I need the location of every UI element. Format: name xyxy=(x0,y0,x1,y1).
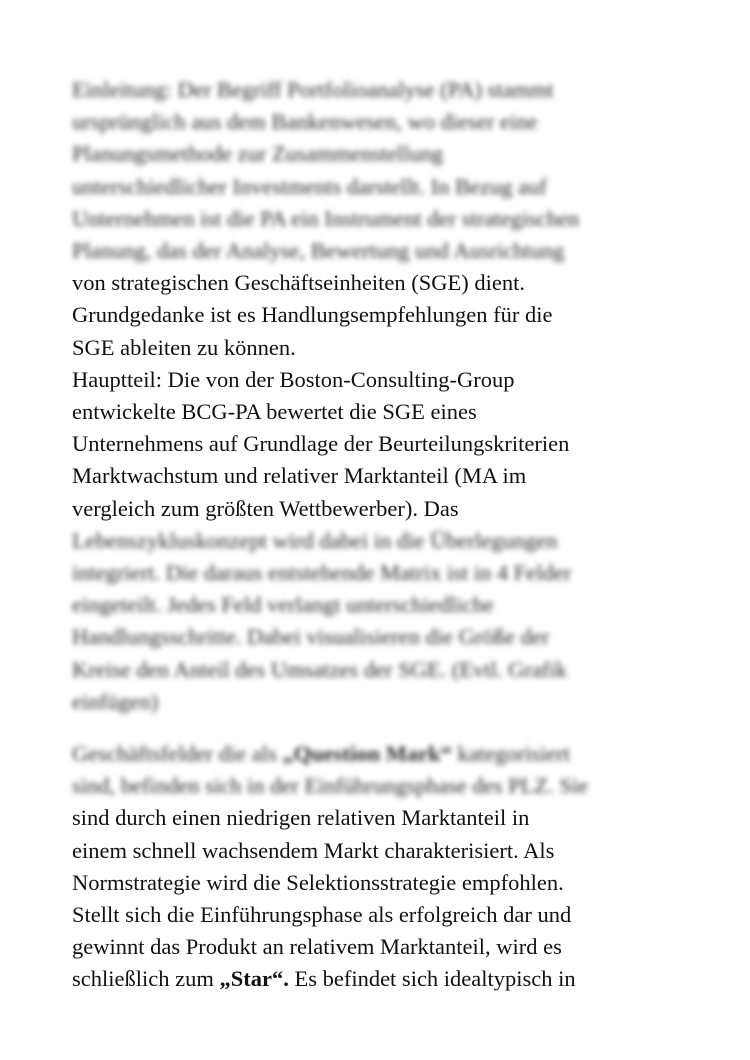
text-line: Hauptteil: Die von der Boston-Consulting-Group xyxy=(72,366,515,392)
text-line: Stellt sich die Einführungsphase als erfolgreich dar und xyxy=(72,902,572,928)
bold-term: „Question Mark“ xyxy=(282,741,452,767)
bold-term: „Star“. xyxy=(219,966,289,992)
document-page xyxy=(72,74,682,996)
text-line: SGE ableiten zu können. xyxy=(72,334,296,360)
text-segment: Geschäftsfelder die als xyxy=(72,741,283,767)
text-line: unterschiedlicher Investments darstellt. In Bezug auf xyxy=(72,173,547,199)
text-line: gewinnt das Produkt an relativem Marktanteil, wird es xyxy=(72,934,562,960)
text-line: Unternehmens auf Grundlage der Beurteilungskriterien xyxy=(72,431,570,457)
text-line: Planungsmethode zur Zusammenstellung xyxy=(72,141,444,167)
text-line: ursprünglich aus dem Bankenwesen, wo dieser eine xyxy=(72,109,538,135)
intro-paragraph xyxy=(72,74,682,718)
text-line: Normstrategie wird die Selektionsstrategie empfohlen. xyxy=(72,869,564,895)
text-line: sind durch einen niedrigen relativen Marktanteil in xyxy=(72,805,530,831)
text-segment: schließlich zum xyxy=(72,966,220,992)
text-line: einfügen) xyxy=(72,688,159,714)
text-line: entwickelte BCG-PA bewertet die SGE eines xyxy=(72,399,477,425)
text-line: sind, befinden sich in der Einführungsphase des PLZ. Sie xyxy=(72,773,589,799)
text-line xyxy=(72,738,682,770)
text-line: eingeteilt. Jedes Feld verlangt unterschiedliche xyxy=(72,592,494,618)
text-line xyxy=(72,963,682,995)
text-line: Marktwachstum und relativer Marktanteil (MA im xyxy=(72,463,527,489)
text-line: Unternehmen ist die PA ein Instrument der strategischen xyxy=(72,205,580,231)
text-line: integriert. Die daraus entstehende Matrix ist in 4 Felder xyxy=(72,560,572,586)
text-line: Planung, das der Analyse, Bewertung und Ausrichtung xyxy=(72,238,565,264)
text-line: Handlungsschritte. Dabei visualisieren die Größe der xyxy=(72,624,550,650)
text-line: Lebenszykluskonzept wird dabei in die Überlegungen xyxy=(72,527,558,553)
text-segment: Es befindet sich idealtypisch in xyxy=(288,966,576,992)
text-line: von strategischen Geschäftseinheiten (SGE) dient. xyxy=(72,270,525,296)
text-line: Grundgedanke ist es Handlungsempfehlungen für die xyxy=(72,302,553,328)
text-segment: kategorisiert xyxy=(451,741,571,767)
text-line: vergleich zum größten Wettbewerber). Das xyxy=(72,495,459,521)
question-mark-paragraph xyxy=(72,738,682,996)
text-line: Einleitung: Der Begriff Portfolioanalyse (PA) stammt xyxy=(72,77,554,102)
text-line: einem schnell wachsendem Markt charakterisiert. Als xyxy=(72,837,555,863)
text-line: Kreise den Anteil des Umsatzes der SGE. (Evtl. Grafik xyxy=(72,656,567,682)
paragraph-gap xyxy=(72,718,682,738)
